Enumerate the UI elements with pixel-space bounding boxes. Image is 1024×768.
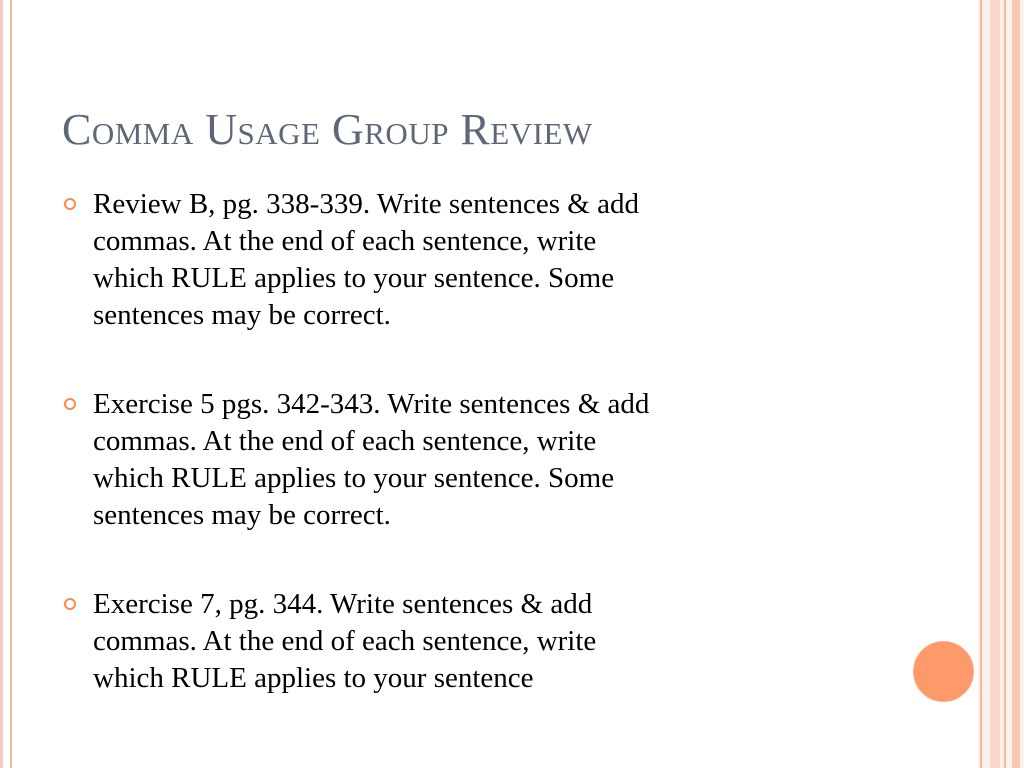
left-border-decoration: [0, 0, 12, 768]
bullet-item: [64, 386, 864, 534]
bullet-list: [64, 186, 864, 697]
stripe-line: [1004, 0, 1006, 768]
bullet-circle-icon: [64, 398, 76, 410]
bullet-circle-icon: [64, 198, 76, 210]
stripe-band: [1012, 0, 1020, 768]
stripe-line: [980, 0, 982, 768]
decorative-circle: [913, 641, 974, 702]
bullet-text: Exercise 5 pgs. 342-343. Write sentences & add commas. At the end of each sentence, write which RULE applies to your sentence. Some sentences may be correct.: [93, 388, 650, 531]
bullet-item: [64, 186, 864, 334]
bullet-item: [64, 586, 864, 697]
right-stripe-decoration: [978, 0, 1024, 768]
bullet-circle-icon: [64, 598, 76, 610]
stripe-band: [990, 0, 1000, 768]
bullet-text: Exercise 7, pg. 344. Write sentences & add commas. At the end of each sentence, write which RULE applies to your sentence: [93, 588, 597, 694]
bullet-text: Review B, pg. 338-339. Write sentences & add commas. At the end of each sentence, write which RULE applies to your sentence. Some sentences may be correct.: [93, 188, 639, 331]
slide-title: Comma Usage Group Review: [62, 105, 593, 154]
